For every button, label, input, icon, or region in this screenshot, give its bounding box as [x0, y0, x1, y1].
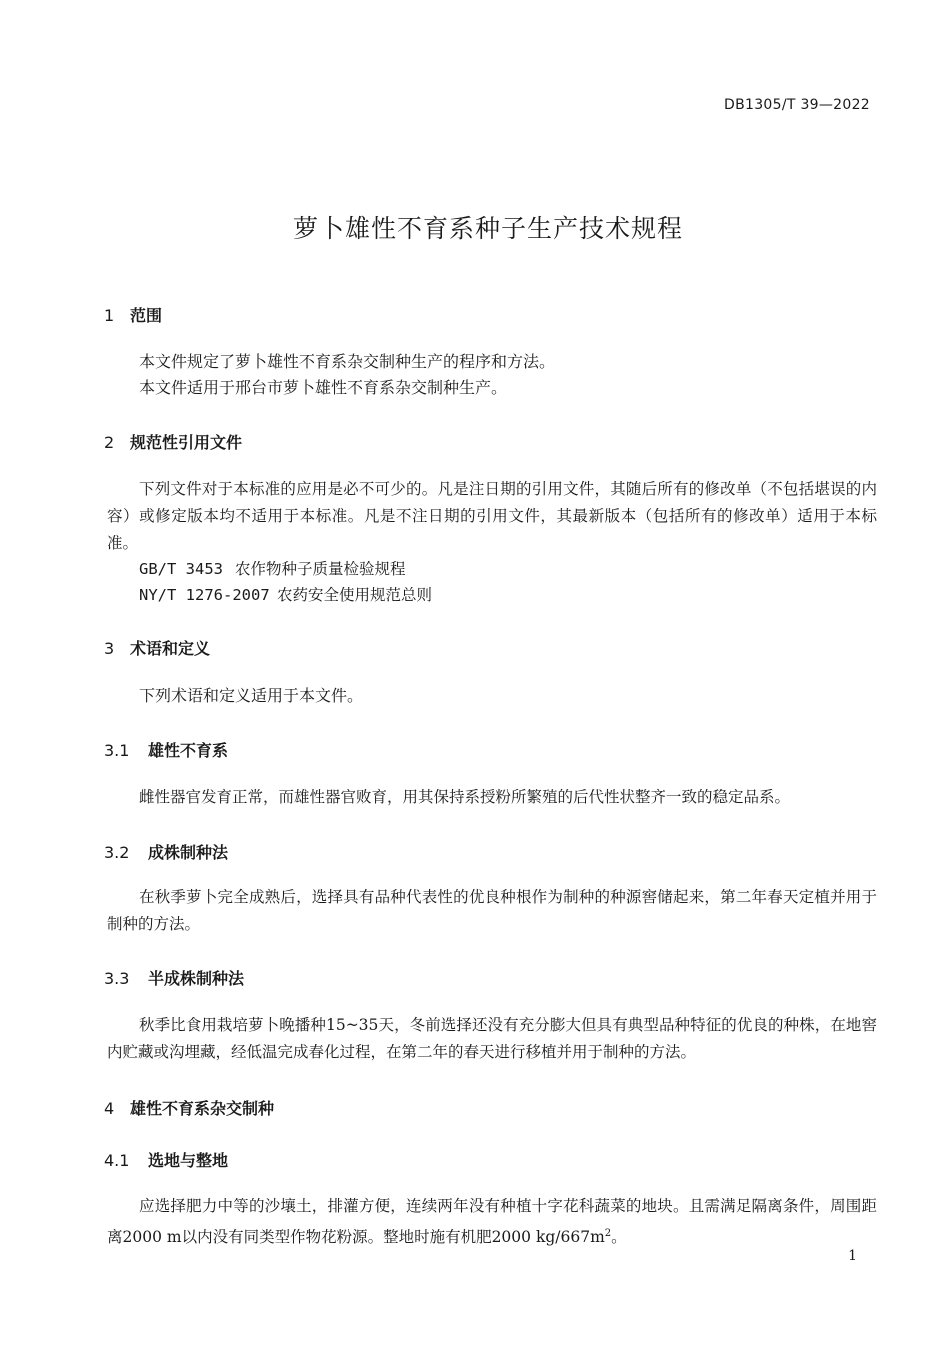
document-title: 萝卜雄性不育系种子生产技术规程	[292, 214, 683, 243]
term-3-2-heading	[104, 840, 228, 863]
reference-code: NY/T 1276-2007	[139, 586, 270, 604]
section-title: 术语和定义	[130, 639, 211, 658]
reference-item	[139, 557, 406, 579]
paragraph: 本文件规定了萝卜雄性不育系杂交制种生产的程序和方法。	[139, 352, 556, 371]
subsection-number: 4.1	[104, 1151, 130, 1170]
reference-title: 农作物种子质量检验规程	[235, 560, 406, 578]
section-1-heading	[104, 303, 162, 326]
paragraph: 下列文件对于本标准的应用是必不可少的。凡是注日期的引用文件，其随后所有的修改单（不包括堪误的内容）或修定版本均不适用于本标准。凡是不注日期的引用文件，其最新版本（包括所有的修改单）适用于本标准。	[107, 480, 877, 552]
term-title: 雄性不育系	[148, 741, 229, 760]
subsection-4-1-heading	[104, 1148, 228, 1171]
term-definition: 在秋季萝卜完全成熟后，选择具有品种代表性的优良种根作为制种的种源窖储起来，第二年春天定植并用于制种的方法。	[107, 888, 877, 933]
term-title: 成株制种法	[148, 843, 229, 862]
section-3-heading	[104, 636, 210, 659]
reference-code: GB/T 3453	[139, 560, 223, 578]
section-title: 雄性不育系杂交制种	[130, 1099, 275, 1118]
section-title: 规范性引用文件	[130, 433, 243, 452]
term-3-3-heading	[104, 966, 244, 989]
section-2-heading	[104, 430, 242, 453]
reference-item	[139, 583, 432, 605]
standard-code: DB1305/T 39—2022	[724, 97, 870, 113]
section-4-heading	[104, 1096, 274, 1119]
paragraph: 下列术语和定义适用于本文件。	[139, 686, 364, 705]
paragraph-end: 。	[611, 1228, 627, 1247]
section-number: 1	[104, 306, 115, 325]
term-number: 3.3	[104, 969, 130, 988]
section-number: 4	[104, 1099, 115, 1118]
page-number: 1	[848, 1248, 857, 1264]
section-title: 范围	[130, 306, 163, 325]
term-number: 3.1	[104, 741, 130, 760]
superscript: 2	[604, 1228, 612, 1239]
section-number: 2	[104, 433, 115, 452]
paragraph: 本文件适用于邢台市萝卜雄性不育系杂交制种生产。	[139, 378, 508, 397]
reference-title: 农药安全使用规范总则	[277, 586, 433, 604]
paragraph	[107, 1193, 877, 1251]
term-definition: 雌性器官发育正常，而雄性器官败育，用其保持系授粉所繁殖的后代性状整齐一致的稳定品系。	[139, 788, 791, 806]
term-title: 半成株制种法	[148, 969, 245, 988]
term-definition: 秋季比食用栽培萝卜晚播种15~35天，冬前选择还没有充分膨大但具有典型品种特征的优良的种株，在地窖内贮藏或沟埋藏，经低温完成春化过程，在第二年的春天进行移植并用于制种的方法。	[107, 1016, 877, 1061]
paragraph-text: 应选择肥力中等的沙壤土，排灌方便，连续两年没有种植十字花科蔬菜的地块。且需满足隔离条件，周围距离2000 m以内没有同类型作物花粉源。整地时施有机肥2000 kg/667m	[107, 1197, 877, 1247]
section-number: 3	[104, 639, 115, 658]
term-number: 3.2	[104, 843, 130, 862]
term-3-1-heading	[104, 738, 228, 761]
subsection-title: 选地与整地	[148, 1151, 229, 1170]
